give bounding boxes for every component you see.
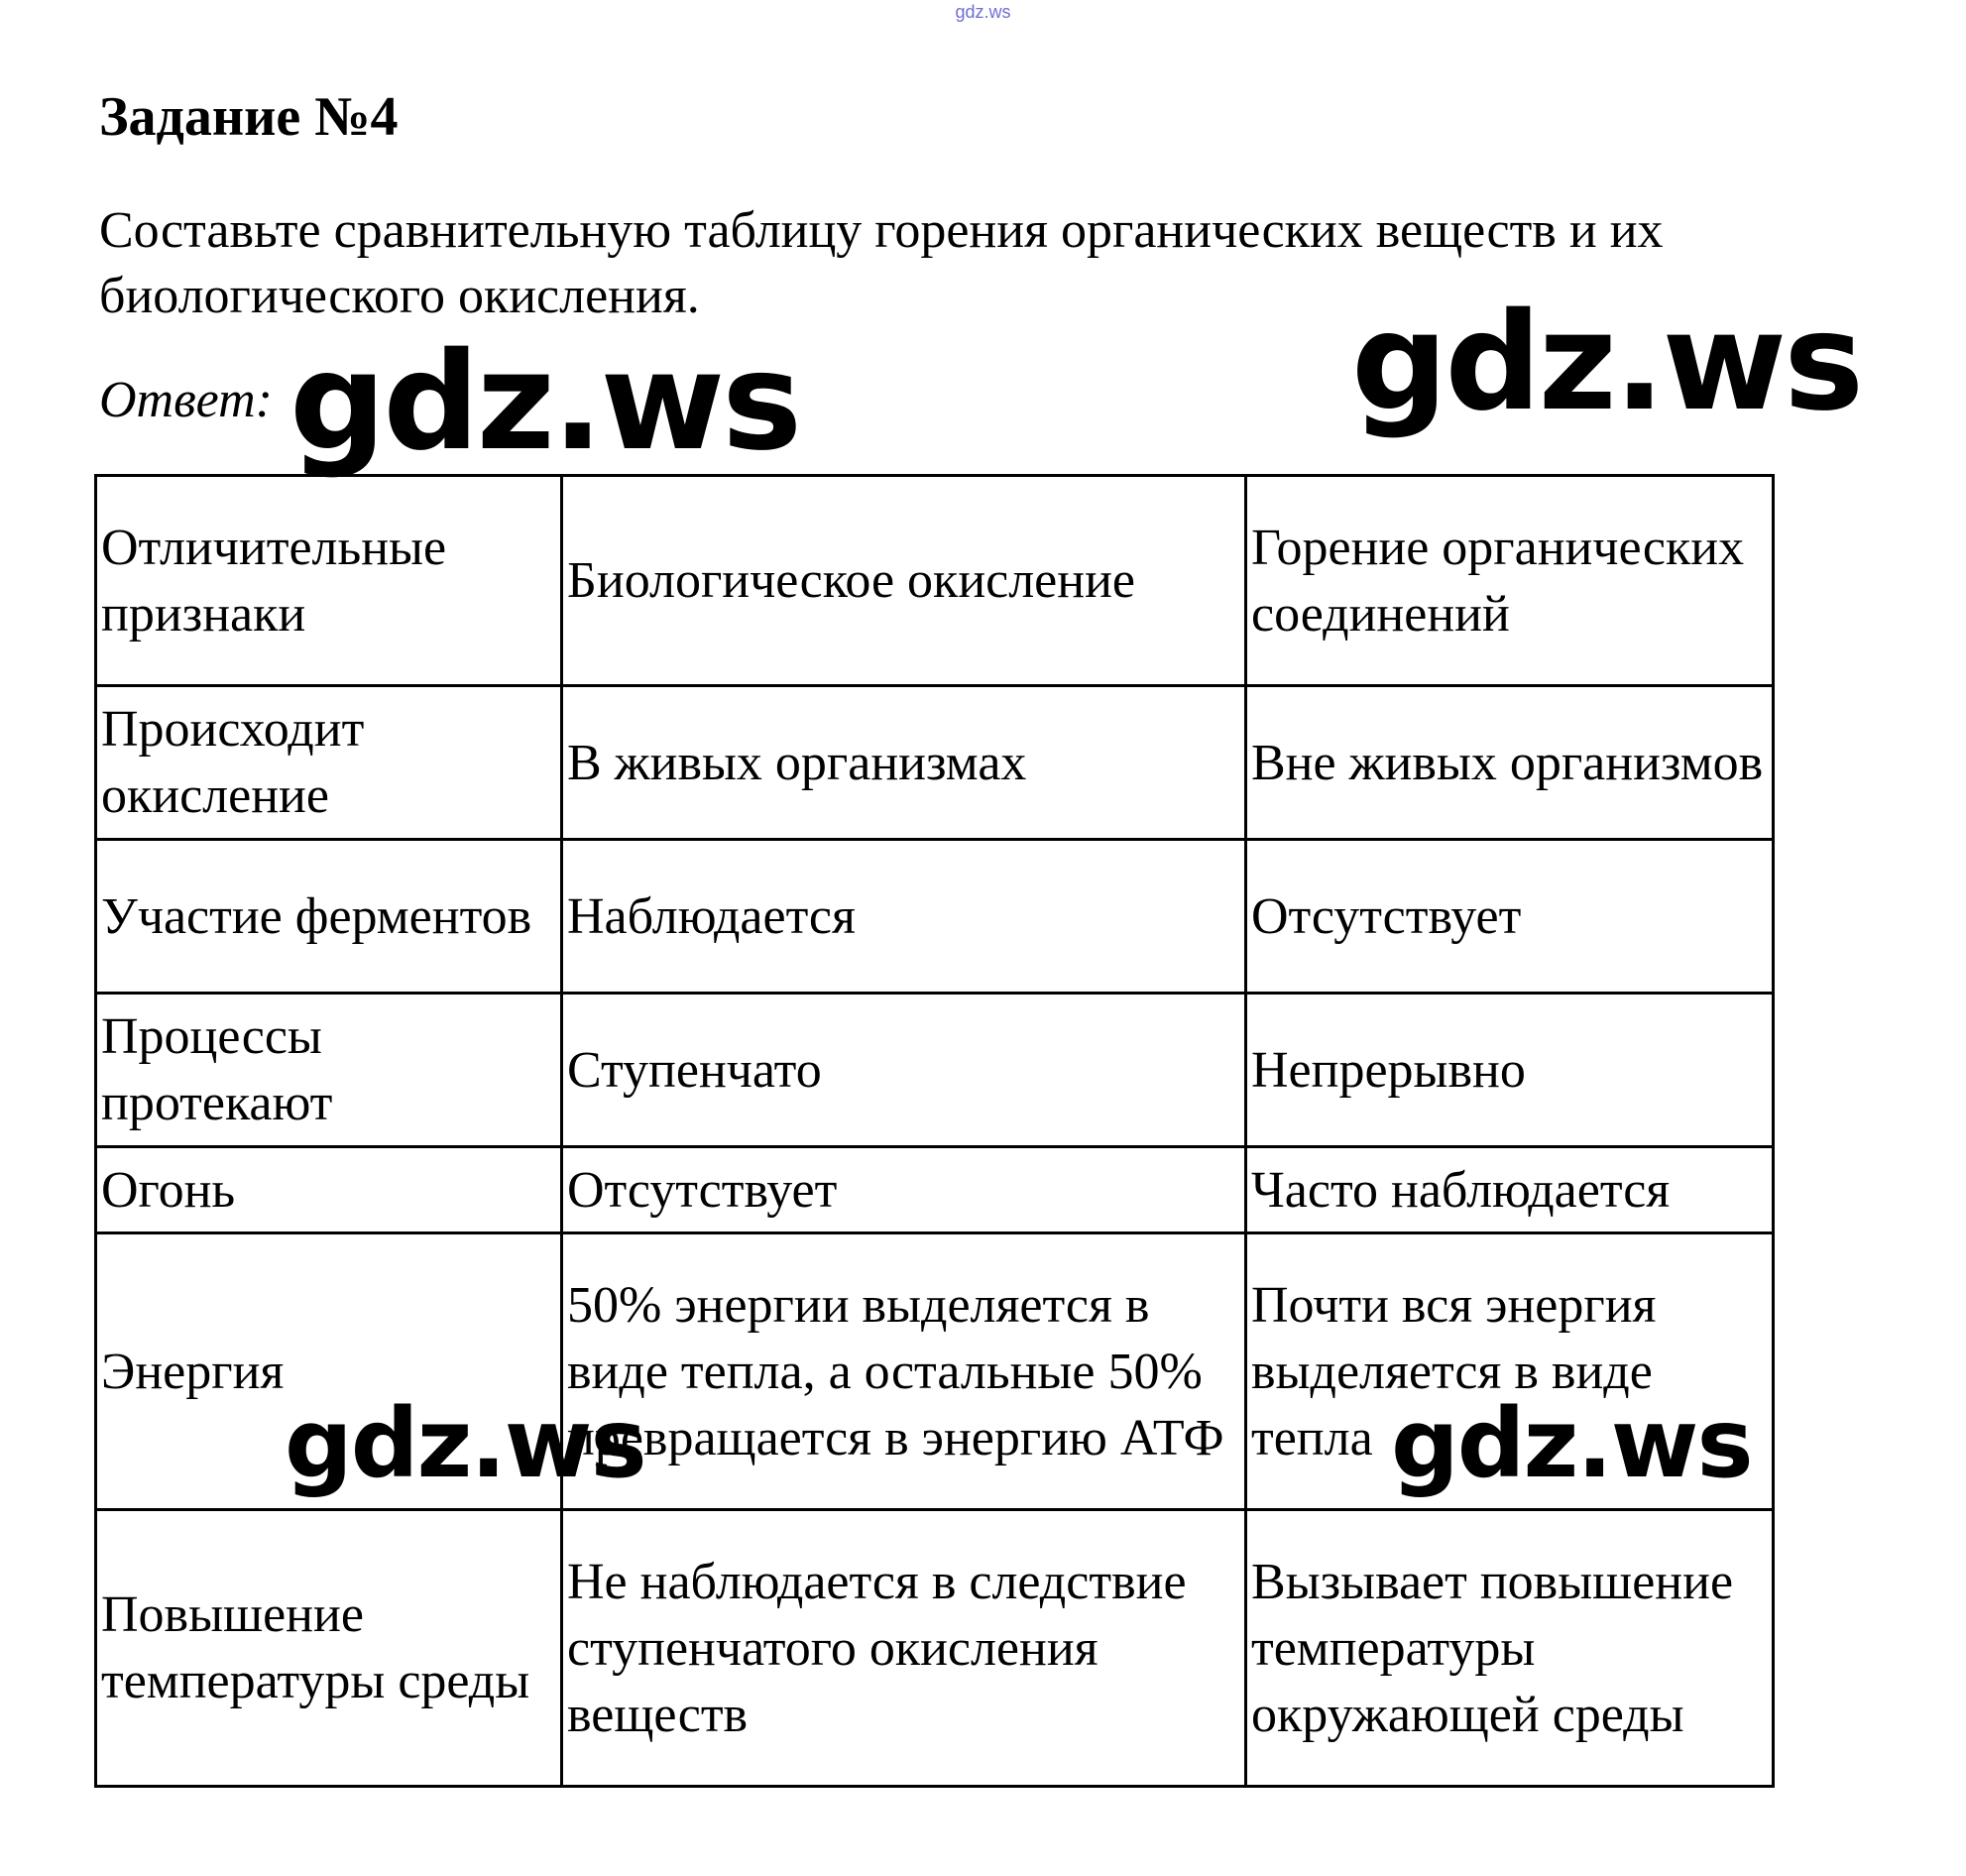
table-cell: Отсутствует: [1246, 840, 1774, 994]
table-row: [96, 1147, 1774, 1233]
table-cell: Вызывает повышение температуры окружающей среды: [1246, 1510, 1774, 1787]
comparison-table: [94, 474, 1775, 1788]
table-cell: Процессы протекают: [96, 994, 562, 1147]
table-cell: Наблюдается: [562, 840, 1246, 994]
table-row: [96, 686, 1774, 840]
table-cell: Не наблюдается в следствие ступенчатого окисления веществ: [562, 1510, 1246, 1787]
header-cell-combustion: Горение органических соединений: [1246, 476, 1774, 686]
watermark: gdz.ws: [285, 1388, 645, 1499]
table-cell: Происходит окисление: [96, 686, 562, 840]
table-cell: Энергия: [96, 1233, 562, 1510]
task-text: Составьте сравнительную таблицу горения органических веществ и их биологического окисления.: [99, 202, 1664, 324]
table-cell: Вне живых организмов: [1246, 686, 1774, 840]
site-mark: gdz.ws: [955, 2, 1011, 22]
watermark: gdz.ws: [289, 324, 800, 481]
table-cell: Ступенчато: [562, 994, 1246, 1147]
table-cell: В живых организмах: [562, 686, 1246, 840]
table-cell: Повышение температуры среды: [96, 1510, 562, 1787]
header-cell-features: Отличительные признаки: [96, 476, 562, 686]
table-header-row: [96, 476, 1774, 686]
table-cell: Непрерывно: [1246, 994, 1774, 1147]
table-row: [96, 840, 1774, 994]
watermark: gdz.ws: [1391, 1388, 1752, 1499]
watermark: gdz.ws: [1351, 285, 1862, 441]
table-cell: Часто наблюдается: [1246, 1147, 1774, 1233]
table-cell: Почти вся энергия выделяется в виде тепла: [1246, 1233, 1774, 1510]
table-cell: Участие ферментов: [96, 840, 562, 994]
task-title: Задание №4: [99, 86, 399, 148]
table-cell: 50% энергии выделяется в виде тепла, а остальные 50% превращается в энергию АТФ: [562, 1233, 1246, 1510]
table-row: [96, 1510, 1774, 1787]
table-cell: Отсутствует: [562, 1147, 1246, 1233]
table-row: [96, 994, 1774, 1147]
header-cell-bio-oxidation: Биологическое окисление: [562, 476, 1246, 686]
table-cell: Огонь: [96, 1147, 562, 1233]
answer-label: Ответ:: [99, 372, 273, 428]
